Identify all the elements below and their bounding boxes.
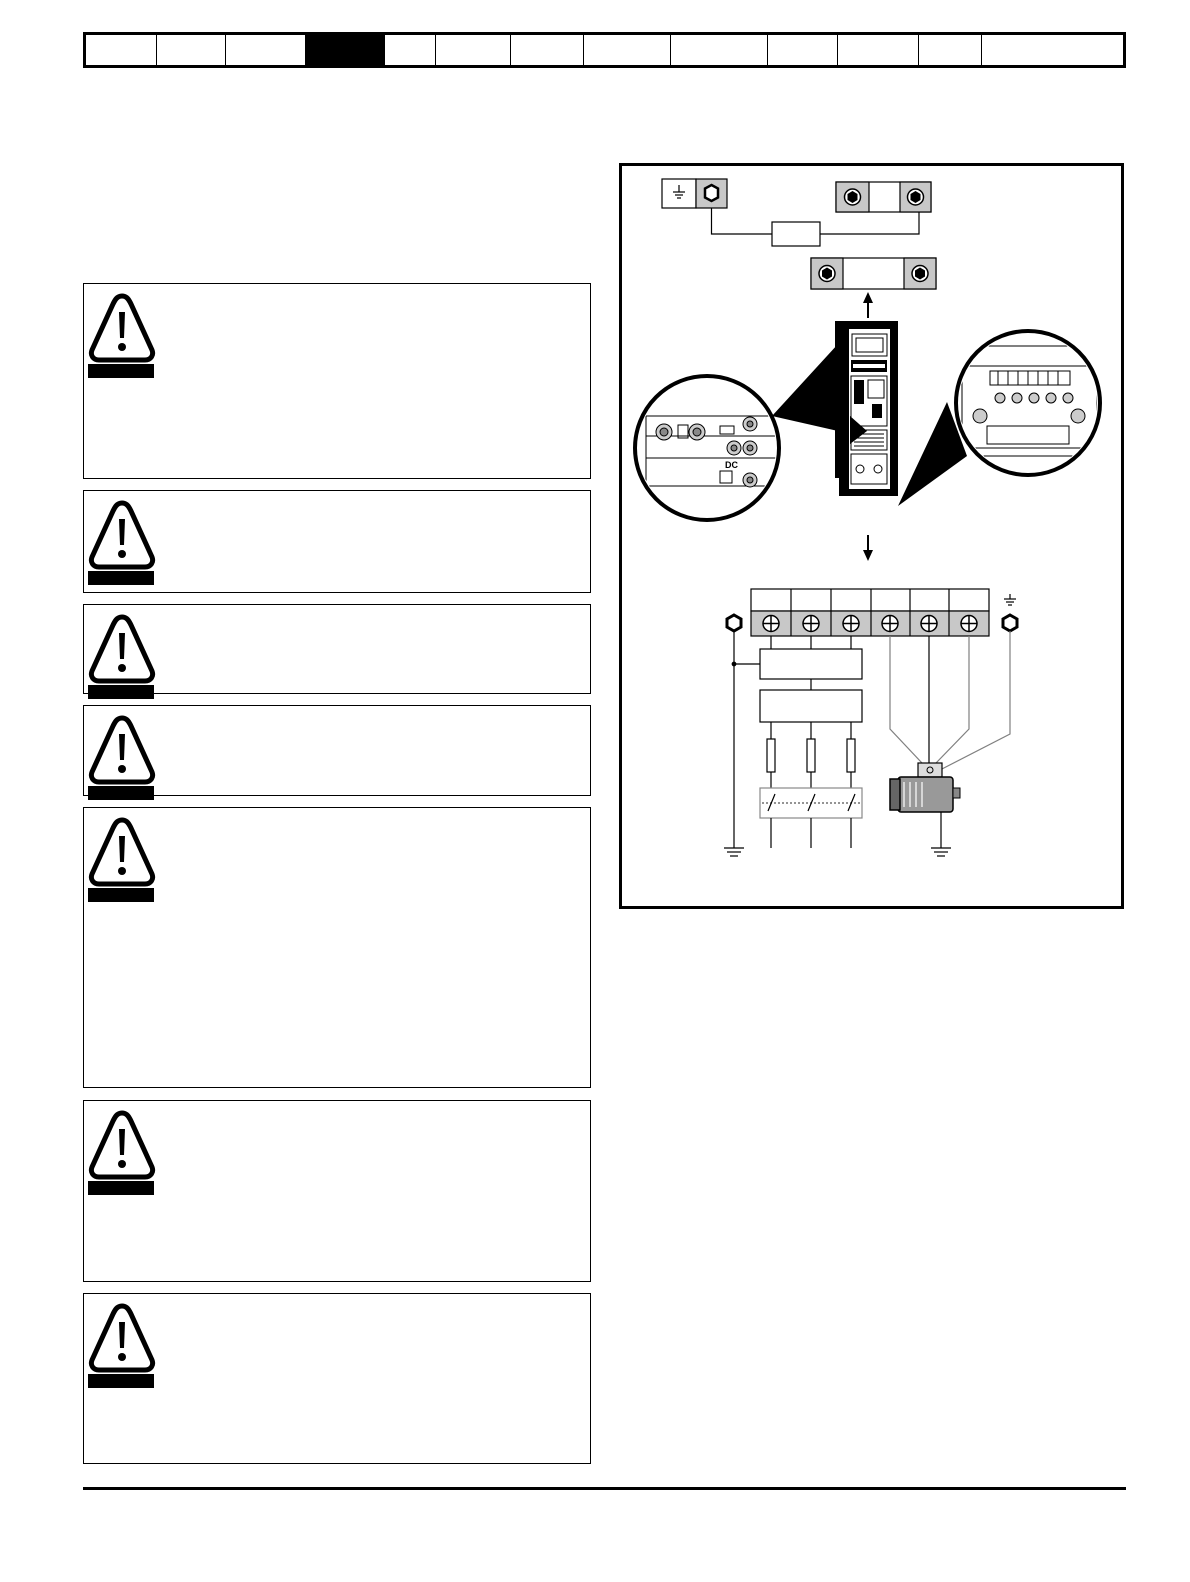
motor-wiring xyxy=(890,631,1010,770)
braking-resistor-wiring xyxy=(712,208,920,246)
nav-cell-9[interactable] xyxy=(671,35,768,65)
ground-stud-right xyxy=(1003,615,1017,631)
warning-triangle-icon xyxy=(88,714,156,800)
warning-triangle-icon xyxy=(88,292,156,378)
nav-cell-13[interactable] xyxy=(982,35,1056,65)
nav-cell-7[interactable] xyxy=(511,35,584,65)
warning-box-6 xyxy=(83,1100,591,1282)
nav-cell-5[interactable] xyxy=(385,35,436,65)
mains-motor-terminal-block xyxy=(751,589,989,636)
nav-cell-1[interactable] xyxy=(86,35,157,65)
warning-triangle-icon xyxy=(88,1109,156,1195)
dc-terminal-pair-upper xyxy=(836,182,931,212)
warning-label-bar xyxy=(88,1374,154,1388)
wiring-diagram-svg xyxy=(622,166,1121,906)
protective-earth-icon xyxy=(1004,594,1016,605)
arrow-down-icon xyxy=(863,535,873,561)
nav-cell-11[interactable] xyxy=(838,35,919,65)
nav-cell-active[interactable] xyxy=(306,35,385,65)
warning-box-3 xyxy=(83,604,591,694)
nav-cell-2[interactable] xyxy=(157,35,226,65)
top-ground-terminal xyxy=(662,179,727,208)
motor-icon xyxy=(890,763,960,848)
warning-label-bar xyxy=(88,786,154,800)
warning-triangle-icon xyxy=(88,499,156,585)
warning-box-2 xyxy=(83,490,591,593)
warning-label-bar xyxy=(88,685,154,699)
warning-box-4 xyxy=(83,705,591,796)
chapter-navigation-strip xyxy=(83,32,1126,68)
warning-triangle-icon xyxy=(88,1302,156,1388)
nav-cell-12[interactable] xyxy=(919,35,982,65)
warning-label-bar xyxy=(88,1181,154,1195)
nav-cell-3[interactable] xyxy=(226,35,306,65)
warning-box-7 xyxy=(83,1293,591,1464)
dc-inset-label: DC xyxy=(725,460,738,470)
warning-label-bar xyxy=(88,888,154,902)
arrow-up-icon xyxy=(863,292,873,318)
warning-label-bar xyxy=(88,364,154,378)
drive-unit-illustration xyxy=(835,321,898,496)
dc-terminal-pair-lower xyxy=(811,258,936,289)
protective-earth-icon xyxy=(724,848,744,856)
supply-wiring xyxy=(732,631,862,848)
warning-triangle-icon xyxy=(88,816,156,902)
power-connections-figure xyxy=(619,163,1124,909)
warning-box-1 xyxy=(83,283,591,479)
nav-cell-6[interactable] xyxy=(436,35,511,65)
warning-box-5 xyxy=(83,807,591,1088)
callout-wedge-left xyxy=(772,344,838,431)
control-terminal-closeup-inset xyxy=(956,331,1100,475)
warning-label-bar xyxy=(88,571,154,585)
warning-triangle-icon xyxy=(88,613,156,699)
footer-rule xyxy=(83,1487,1126,1490)
dc-terminal-closeup-inset xyxy=(635,376,779,520)
ground-stud-left xyxy=(727,615,741,631)
nav-cell-8[interactable] xyxy=(584,35,671,65)
nav-cell-10[interactable] xyxy=(768,35,838,65)
protective-earth-icon xyxy=(931,848,951,856)
